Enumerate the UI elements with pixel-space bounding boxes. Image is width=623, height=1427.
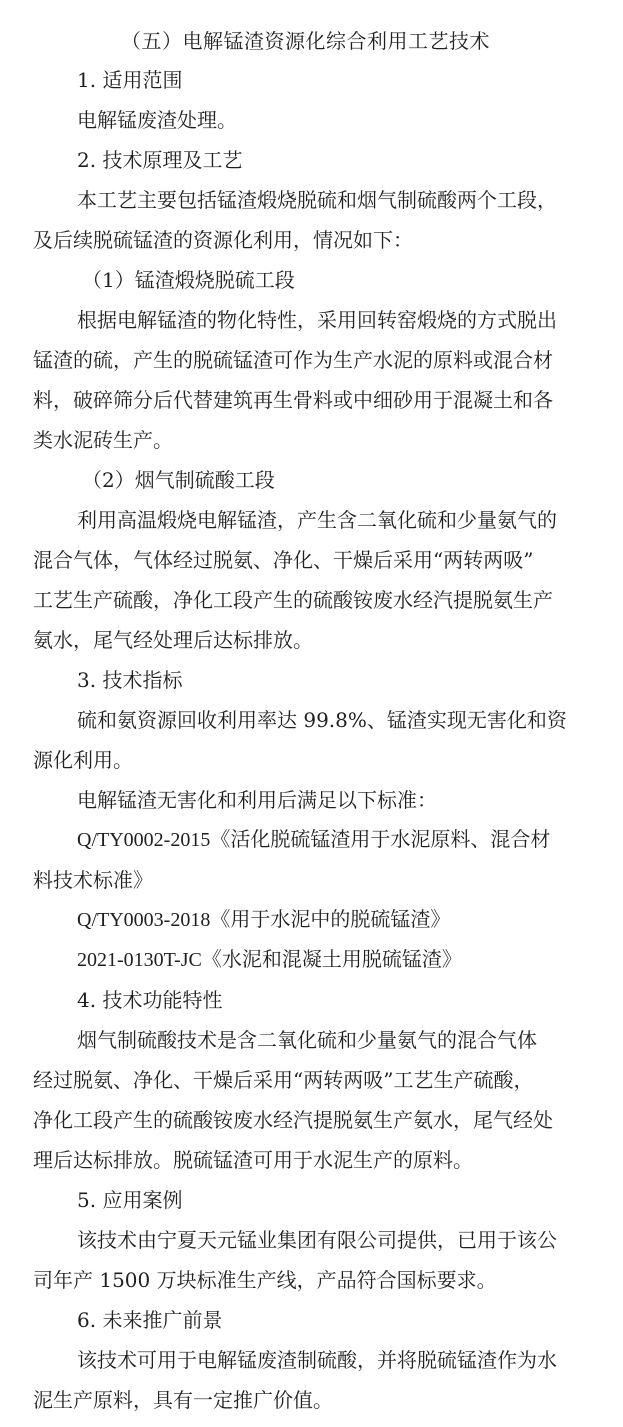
subsection-2-heading: （2）烟气制硫酸工段 bbox=[82, 468, 275, 492]
section-6-line: 泥生产原料，具有一定推广价值。 bbox=[33, 1388, 333, 1412]
standard-line: Q/TY0003-2018《用于水泥中的脱硫锰渣》 bbox=[77, 909, 451, 931]
section-6-line: 该技术可用于电解锰废渣制硫酸，并将脱硫锰渣作为水 bbox=[77, 1348, 557, 1372]
subsection-1-line: 根据电解锰渣的物化特性，采用回转窑煅烧的方式脱出 bbox=[77, 308, 557, 332]
standard-line: 料技术标准》 bbox=[33, 868, 153, 892]
subsection-1-line: 锰渣的硫，产生的脱硫锰渣可作为生产水泥的原料或混合材 bbox=[33, 348, 553, 372]
section-5-line: 司年产 1500 万块标准生产线，产品符合国标要求。 bbox=[33, 1268, 497, 1292]
section-5-line: 该技术由宁夏天元锰业集团有限公司提供，已用于该公 bbox=[77, 1228, 557, 1252]
standard-line: 2021-0130T-JC《水泥和混凝土用脱硫锰渣》 bbox=[77, 949, 462, 971]
section-1-heading: 1. 适用范围 bbox=[77, 68, 183, 92]
section-4-line: 理后达标排放。脱硫锰渣可用于水泥生产的原料。 bbox=[33, 1148, 473, 1172]
document-title: （五）电解锰渣资源化综合利用工艺技术 bbox=[121, 29, 490, 53]
section-1-text: 电解锰废渣处理。 bbox=[77, 108, 237, 132]
section-2-heading: 2. 技术原理及工艺 bbox=[77, 148, 243, 172]
section-6-heading: 6. 未来推广前景 bbox=[77, 1308, 223, 1332]
section-4-line: 烟气制硫酸技术是含二氧化硫和少量氨气的混合气体 bbox=[77, 1028, 537, 1052]
subsection-1-line: 料，破碎筛分后代替建筑再生骨料或中细砂用于混凝土和各 bbox=[33, 388, 553, 412]
section-3-heading: 3. 技术指标 bbox=[77, 668, 183, 692]
section-5-heading: 5. 应用案例 bbox=[77, 1188, 183, 1212]
section-3-line: 硫和氨资源回收利用率达 99.8%、锰渣实现无害化和资 bbox=[77, 708, 567, 732]
standard-line: Q/TY0002-2015《活化脱硫锰渣用于水泥原料、混合材 bbox=[77, 829, 551, 851]
section-4-line: 经过脱氨、净化、干燥后采用“两转两吸”工艺生产硫酸， bbox=[33, 1068, 534, 1092]
section-3-line: 电解锰渣无害化和利用后满足以下标准： bbox=[77, 788, 437, 812]
subsection-2-line: 利用高温煅烧电解锰渣，产生含二氧化硫和少量氨气的 bbox=[77, 508, 557, 532]
subsection-2-line: 氨水，尾气经处理后达标排放。 bbox=[33, 628, 313, 652]
subsection-2-line: 混合气体，气体经过脱氨、净化、干燥后采用“两转两吸” bbox=[33, 548, 534, 572]
subsection-1-heading: （1）锰渣煅烧脱硫工段 bbox=[82, 268, 295, 292]
section-4-line: 净化工段产生的硫酸铵废水经汽提脱氨生产氨水，尾气经处 bbox=[33, 1108, 553, 1132]
section-2-intro-line: 及后续脱硫锰渣的资源化利用，情况如下： bbox=[33, 228, 413, 252]
section-4-heading: 4. 技术功能特性 bbox=[77, 988, 223, 1012]
subsection-2-line: 工艺生产硫酸，净化工段产生的硫酸铵废水经汽提脱氨生产 bbox=[33, 588, 553, 612]
section-3-line: 源化利用。 bbox=[33, 748, 133, 772]
section-2-intro-line: 本工艺主要包括锰渣煅烧脱硫和烟气制硫酸两个工段， bbox=[77, 188, 557, 212]
subsection-1-line: 类水泥砖生产。 bbox=[33, 428, 173, 452]
